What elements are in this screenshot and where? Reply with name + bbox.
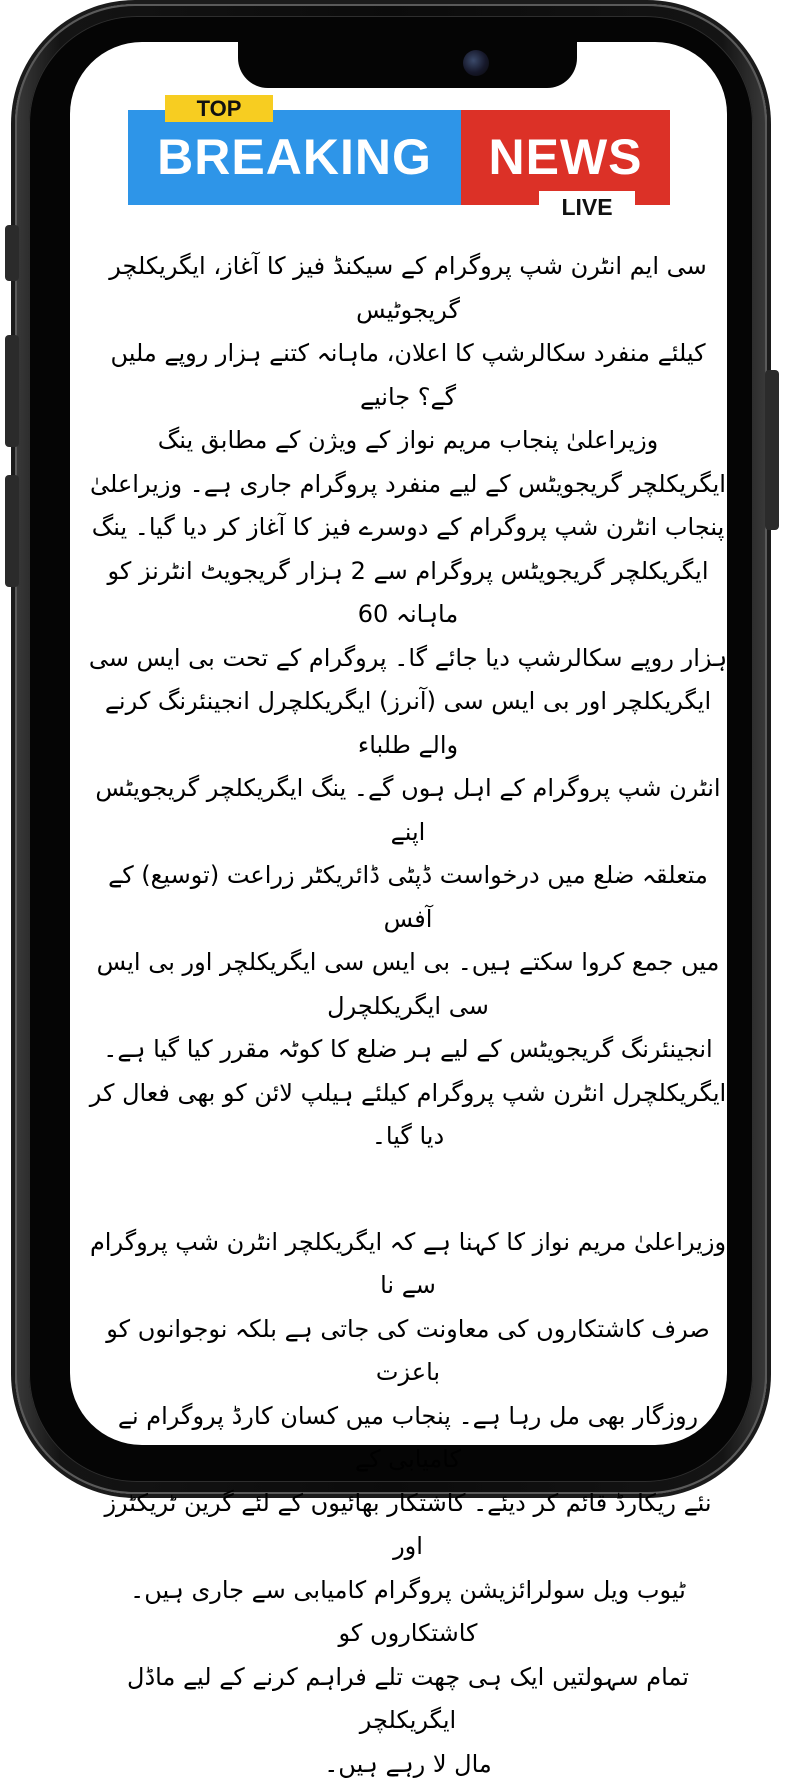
- live-label: LIVE: [539, 191, 635, 223]
- volume-up-button: [5, 335, 19, 447]
- article-line: ایگریکلچر گریجویٹس کے لیے منفرد پروگرام جاری ہے۔ وزیراعلیٰ: [88, 463, 728, 507]
- article-line: کیلئے منفرد سکالرشپ کا اعلان، ماہانہ کتنے ہزار روپے ملیں گے؟ جانیے: [88, 332, 728, 419]
- article-line: مال لا رہے ہیں۔: [88, 1743, 728, 1786]
- article-line: متعلقہ ضلع میں درخواست ڈپٹی ڈائریکٹر زراعت (توسیع) کے آفس: [88, 854, 728, 941]
- article-body: [88, 245, 728, 1786]
- article-line: روزگار بھی مل رہا ہے۔ پنجاب میں کسان کارڈ پروگرام نے کامیابی کے: [88, 1395, 728, 1482]
- article-line: ٹیوب ویل سولرائزیشن پروگرام کامیابی سے جاری ہیں۔ کاشتکاروں کو: [88, 1569, 728, 1656]
- article-line: سی ایم انٹرن شپ پروگرام کے سیکنڈ فیز کا آغاز، ایگریکلچر گریجوٹیس: [88, 245, 728, 332]
- article-line: وزیراعلیٰ مریم نواز کا کہنا ہے کہ ایگریکلچر انٹرن شپ پروگرام سے نا: [88, 1221, 728, 1308]
- paragraph-spacer: [88, 1159, 728, 1221]
- article-line: وزیراعلیٰ پنجاب مریم نواز کے ویژن کے مطابق ینگ: [88, 419, 728, 463]
- volume-down-button: [5, 475, 19, 587]
- article-line: ہزار روپے سکالرشپ دیا جائے گا۔ پروگرام کے تحت بی ایس سی: [88, 637, 728, 681]
- article-line: ایگریکلچرل انٹرن شپ پروگرام کیلئے ہیلپ لائن کو بھی فعال کر دیا گیا۔: [88, 1072, 728, 1159]
- article-line: ایگریکلچر گریجویٹس پروگرام سے 2 ہزار گریجویٹ انٹرنز کو ماہانہ 60: [88, 550, 728, 637]
- breaking-news-banner: [128, 95, 670, 225]
- article-paragraph-2: [88, 1221, 728, 1786]
- top-label: TOP: [165, 95, 273, 122]
- article-line: میں جمع کروا سکتے ہیں۔ بی ایس سی ایگریکلچر اور بی ایس سی ایگریکلچرل: [88, 941, 728, 1028]
- article-line: ایگریکلچر اور بی ایس سی (آنرز) ایگریکلچرل انجینئرنگ کرنے والے طلباء: [88, 680, 728, 767]
- article-line: صرف کاشتکاروں کی معاونت کی جاتی ہے بلکہ نوجوانوں کو باعزت: [88, 1308, 728, 1395]
- article-paragraph-1: [88, 245, 728, 1159]
- breaking-label: BREAKING: [128, 110, 461, 205]
- article-line: انجینئرنگ گریجویٹس کے لیے ہر ضلع کا کوٹہ مقرر کیا گیا ہے۔: [88, 1028, 728, 1072]
- power-button: [765, 370, 779, 530]
- mute-switch: [5, 225, 19, 281]
- article-line: تمام سہولتیں ایک ہی چھت تلے فراہم کرنے کے لیے ماڈل ایگریکلچر: [88, 1656, 728, 1743]
- phone-notch: [238, 38, 577, 88]
- article-line: نئے ریکارڈ قائم کر دیئے۔ کاشتکار بھائیوں کے لئے گرین ٹریکٹرز اور: [88, 1482, 728, 1569]
- article-line: پنجاب انٹرن شپ پروگرام کے دوسرے فیز کا آغاز کر دیا گیا۔ ینگ: [88, 506, 728, 550]
- news-label: NEWS: [461, 110, 670, 205]
- article-line: انٹرن شپ پروگرام کے اہل ہوں گے۔ ینگ ایگریکلچر گریجویٹس اپنے: [88, 767, 728, 854]
- front-camera-icon: [463, 50, 489, 76]
